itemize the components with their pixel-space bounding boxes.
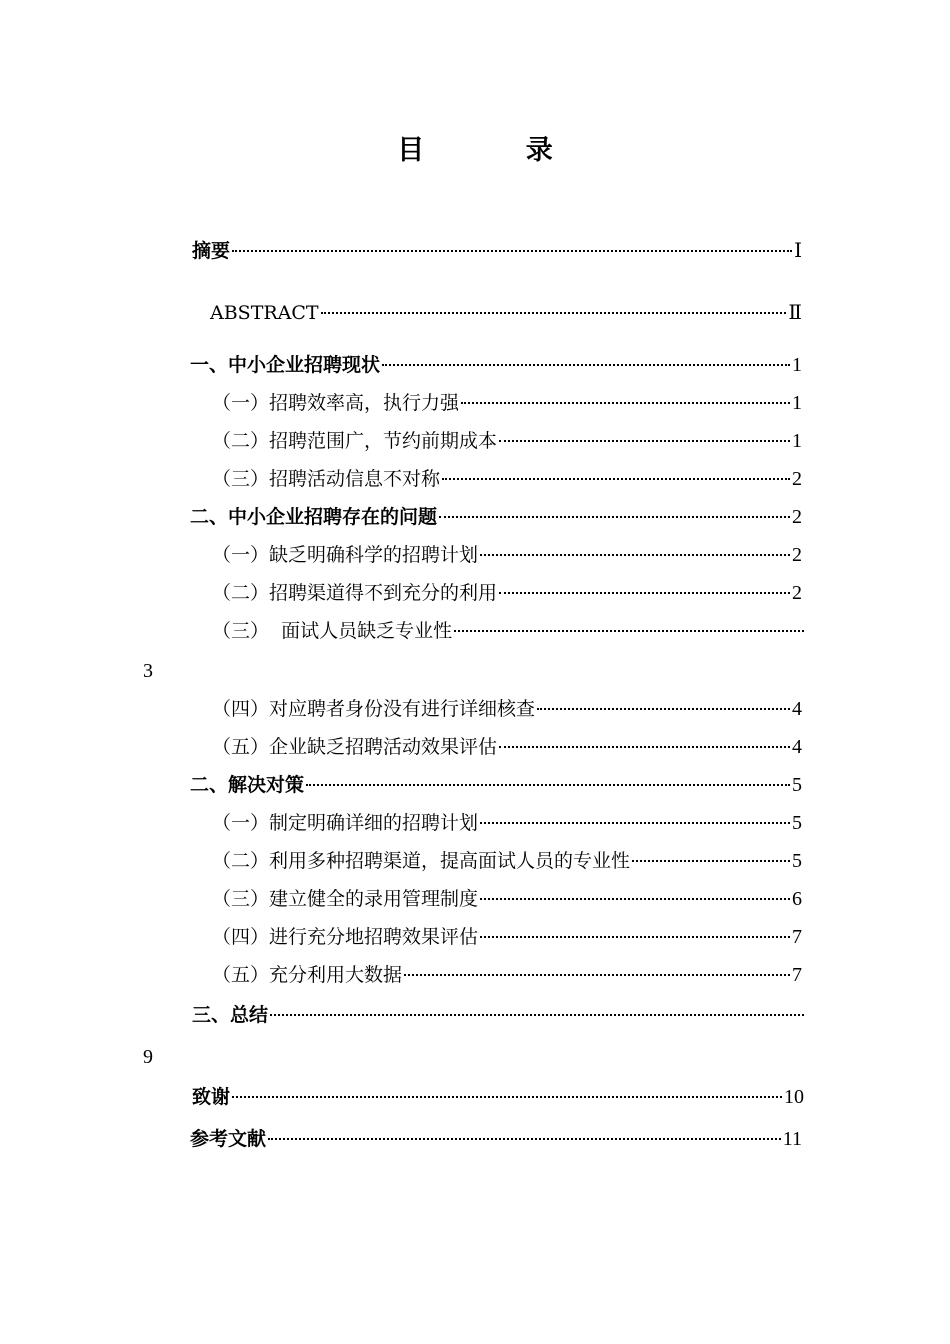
- toc-entry-section[interactable]: [212, 696, 802, 722]
- dot-leader: [480, 822, 790, 824]
- toc-entry-abstract-en[interactable]: [210, 300, 802, 326]
- toc-entry-page: 5: [792, 812, 802, 834]
- toc-entry-page: 1: [792, 354, 802, 376]
- toc-entry-section[interactable]: [212, 886, 802, 912]
- toc-entry-label: （五）企业缺乏招聘活动效果评估: [212, 736, 498, 758]
- toc-entry-page: 4: [792, 736, 802, 758]
- toc-entry-section[interactable]: [212, 924, 802, 950]
- toc-entry-section[interactable]: [212, 962, 802, 988]
- toc-entry-page: 4: [792, 698, 802, 720]
- dot-leader: [480, 936, 790, 938]
- toc-entry-page: 11: [782, 1128, 802, 1150]
- dot-leader: [442, 478, 790, 480]
- toc-entry-page: 2: [792, 506, 802, 528]
- toc-entry-label: （一）制定明确详细的招聘计划: [212, 812, 479, 834]
- toc-entry-page: 2: [792, 582, 802, 604]
- toc-entry-chapter-4[interactable]: [192, 1002, 804, 1028]
- toc-entry-abstract-cn[interactable]: [192, 238, 802, 264]
- dot-leader: [461, 402, 790, 404]
- toc-entry-page: 5: [792, 850, 802, 872]
- dot-leader: [382, 364, 790, 366]
- dot-leader: [480, 554, 790, 556]
- toc-entry-label: ABSTRACT: [210, 302, 319, 324]
- toc-entry-chapter-2[interactable]: [190, 504, 802, 530]
- toc-entry-label: 三、总结: [192, 1004, 269, 1026]
- dot-leader: [321, 312, 787, 314]
- dot-leader: [439, 516, 790, 518]
- toc-entry-page: 5: [792, 774, 802, 796]
- toc-entry-page: 10: [784, 1086, 804, 1108]
- toc-entry-section[interactable]: [212, 848, 802, 874]
- toc-entry-page: 2: [792, 468, 802, 490]
- toc-entry-chapter-3[interactable]: [190, 772, 802, 798]
- toc-entry-label: 一、中小企业招聘现状: [190, 354, 381, 376]
- toc-entry-label: 摘要: [192, 240, 231, 262]
- dot-leader: [270, 1014, 804, 1016]
- toc-entry-chapter-1[interactable]: [190, 352, 802, 378]
- dot-leader: [232, 1096, 782, 1098]
- dot-leader: [454, 630, 804, 632]
- dot-leader: [268, 1138, 781, 1140]
- toc-entry-page: 1: [792, 430, 802, 452]
- toc-entry-page: 9: [143, 1046, 153, 1068]
- toc-title: 目 录: [397, 135, 599, 166]
- toc-entry-section[interactable]: [212, 466, 802, 492]
- toc-entry-label: （四）进行充分地招聘效果评估: [212, 926, 479, 948]
- dot-leader: [306, 784, 790, 786]
- toc-entry-section[interactable]: [212, 428, 802, 454]
- toc-entry-acknowledgements[interactable]: [192, 1084, 804, 1110]
- dot-leader: [480, 898, 790, 900]
- toc-entry-label: （一）缺乏明确科学的招聘计划: [212, 544, 479, 566]
- toc-entry-page: 3: [143, 660, 153, 682]
- toc-entry-label: 二、中小企业招聘存在的问题: [190, 506, 438, 528]
- toc-entry-label: （五）充分利用大数据: [212, 964, 403, 986]
- toc-entry-page: 6: [792, 888, 802, 910]
- dot-leader: [499, 440, 790, 442]
- toc-entry-label: 致谢: [192, 1086, 231, 1108]
- toc-entry-label: （一）招聘效率高，执行力强: [212, 392, 460, 414]
- toc-entry-references[interactable]: [190, 1126, 802, 1152]
- dot-leader: [499, 592, 790, 594]
- toc-entry-section[interactable]: [212, 542, 802, 568]
- dot-leader: [499, 746, 790, 748]
- toc-entry-label: （二）招聘渠道得不到充分的利用: [212, 582, 498, 604]
- toc-entry-page: 1: [792, 392, 802, 414]
- toc-entry-page: 2: [792, 544, 802, 566]
- dot-leader: [232, 250, 792, 252]
- toc-entry-section[interactable]: [212, 734, 802, 760]
- toc-entry-section[interactable]: [212, 390, 802, 416]
- dot-leader: [404, 974, 790, 976]
- dot-leader: [537, 708, 790, 710]
- dot-leader: [632, 860, 790, 862]
- toc-entry-page: 7: [792, 926, 802, 948]
- toc-entry-label: （三）建立健全的录用管理制度: [212, 888, 479, 910]
- toc-entry-page: Ⅰ: [794, 240, 802, 262]
- toc-entry-section[interactable]: [212, 580, 802, 606]
- toc-entry-label: （二）利用多种招聘渠道，提高面试人员的专业性: [212, 850, 631, 872]
- toc-entry-page: 7: [792, 964, 802, 986]
- toc-entry-label: 二、解决对策: [190, 774, 305, 796]
- toc-entry-label: （二）招聘范围广，节约前期成本: [212, 430, 498, 452]
- toc-entry-section[interactable]: [212, 618, 804, 644]
- toc-entry-label: 参考文献: [190, 1128, 267, 1150]
- toc-entry-label: （四）对应聘者身份没有进行详细核查: [212, 698, 536, 720]
- toc-entry-label: （三）招聘活动信息不对称: [212, 468, 441, 490]
- toc-entry-label: （三） 面试人员缺乏专业性: [212, 620, 453, 642]
- toc-entry-section[interactable]: [212, 810, 802, 836]
- toc-entry-page: Ⅱ: [788, 302, 802, 324]
